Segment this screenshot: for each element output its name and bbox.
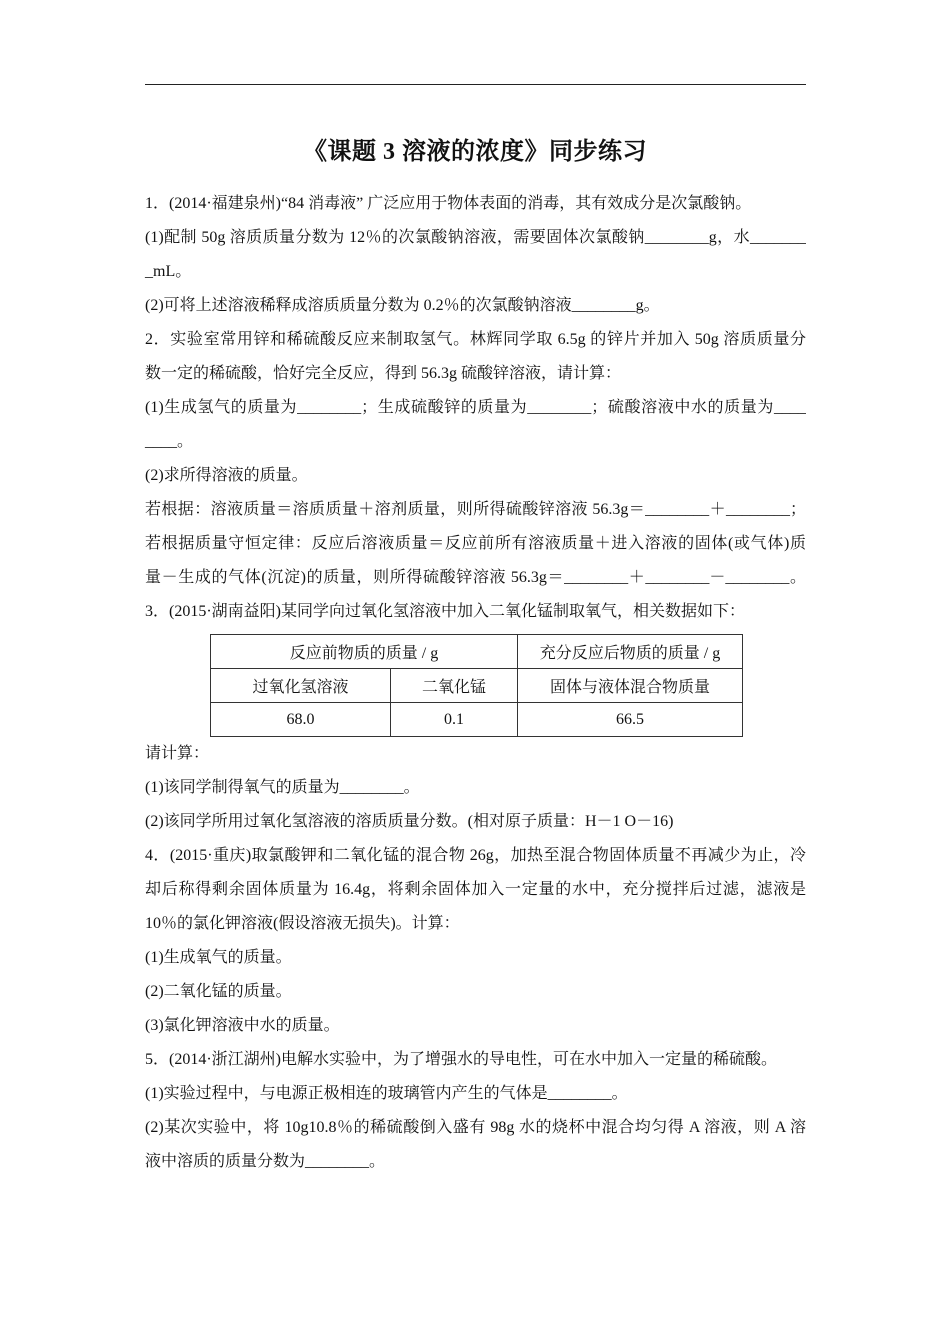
text-line: 却后称得剩余固体质量为 16.4g，将剩余固体加入一定量的水中，充分搅拌后过滤，滤液是 xyxy=(145,881,806,898)
text-line: _mL。 xyxy=(145,263,192,280)
text-line: 若根据质量守恒定律：反应后溶液质量＝反应前所有溶液质量＋进入溶液的固体(或气体)质 xyxy=(145,535,806,552)
text-line: 若根据：溶液质量＝溶质质量＋溶剂质量，则所得硫酸锌溶液 56.3g＝________＋________； xyxy=(145,501,806,518)
text-line: 量－生成的气体(沉淀)的质量，则所得硫酸锌溶液 56.3g＝________＋________－________。 xyxy=(145,569,806,586)
text-line: 液中溶质的质量分数为________。 xyxy=(145,1153,386,1170)
text-line: (1)配制 50g 溶质质量分数为 12％的次氯酸钠溶液，需要固体次氯酸钠________g，水_______ xyxy=(145,229,806,246)
table-header-before: 反应前物质的质量 / g xyxy=(211,635,518,669)
text-line: (2)某次实验中，将 10g10.8％的稀硫酸倒入盛有 98g 水的烧杯中混合均匀得 A 溶液，则 A 溶 xyxy=(145,1119,806,1136)
text-line: (1)生成氧气的质量。 xyxy=(145,949,292,966)
table-cell: 固体与液体混合物质量 xyxy=(518,669,743,703)
text-line: (1)该同学制得氧气的质量为________。 xyxy=(145,779,420,796)
header-rule xyxy=(145,84,806,85)
table-row xyxy=(211,703,743,737)
page-title: 《课题 3 溶液的浓度》同步练习 xyxy=(303,139,647,165)
table-cell: 0.1 xyxy=(391,703,518,737)
table-cell: 二氧化锰 xyxy=(391,669,518,703)
table-cell: 66.5 xyxy=(518,703,743,737)
text-line: 5．(2014·浙江湖州)电解水实验中，为了增强水的导电性，可在水中加入一定量的稀硫酸。 xyxy=(145,1051,777,1068)
text-line: 10％的氯化钾溶液(假设溶液无损失)。计算： xyxy=(145,915,460,932)
table-cell: 68.0 xyxy=(211,703,391,737)
text-line: 2．实验室常用锌和稀硫酸反应来制取氢气。林辉同学取 6.5g 的锌片并加入 50g 溶质质量分 xyxy=(145,331,806,348)
text-line: (2)可将上述溶液稀释成溶质质量分数为 0.2％的次氯酸钠溶液________g。 xyxy=(145,297,660,314)
questions-1-3 xyxy=(145,187,806,629)
table-header-after: 充分反应后物质的质量 / g xyxy=(518,635,743,669)
table-header-row xyxy=(211,635,743,669)
text-line: (2)求所得溶液的质量。 xyxy=(145,467,308,484)
data-table xyxy=(210,634,743,737)
table-row xyxy=(211,669,743,703)
text-line: (3)氯化钾溶液中水的质量。 xyxy=(145,1017,340,1034)
table-cell: 过氧化氢溶液 xyxy=(211,669,391,703)
text-line: (2)二氧化锰的质量。 xyxy=(145,983,292,1000)
questions-3-5 xyxy=(145,737,806,1179)
text-line: 数一定的稀硫酸，恰好完全反应，得到 56.3g 硫酸锌溶液，请计算： xyxy=(145,365,622,382)
text-line: 4．(2015·重庆)取氯酸钾和二氧化锰的混合物 26g，加热至混合物固体质量不再减少为止，冷 xyxy=(145,847,806,864)
text-line: (1)实验过程中，与电源正极相连的玻璃管内产生的气体是________。 xyxy=(145,1085,628,1102)
text-line: (2)该同学所用过氧化氢溶液的溶质质量分数。(相对原子质量：H－1 O－16) xyxy=(145,813,674,830)
document-body xyxy=(145,187,806,1179)
text-line: ____。 xyxy=(145,433,194,450)
text-line: 1．(2014·福建泉州)“84 消毒液” 广泛应用于物体表面的消毒，其有效成分是次氯酸钠。 xyxy=(145,195,752,212)
text-line: 请计算： xyxy=(145,745,210,762)
text-line: (1)生成氢气的质量为________；生成硫酸锌的质量为________；硫酸溶液中水的质量为____ xyxy=(145,399,806,416)
text-line: 3．(2015·湖南益阳)某同学向过氧化氢溶液中加入二氧化锰制取氧气，相关数据如下： xyxy=(145,603,745,620)
